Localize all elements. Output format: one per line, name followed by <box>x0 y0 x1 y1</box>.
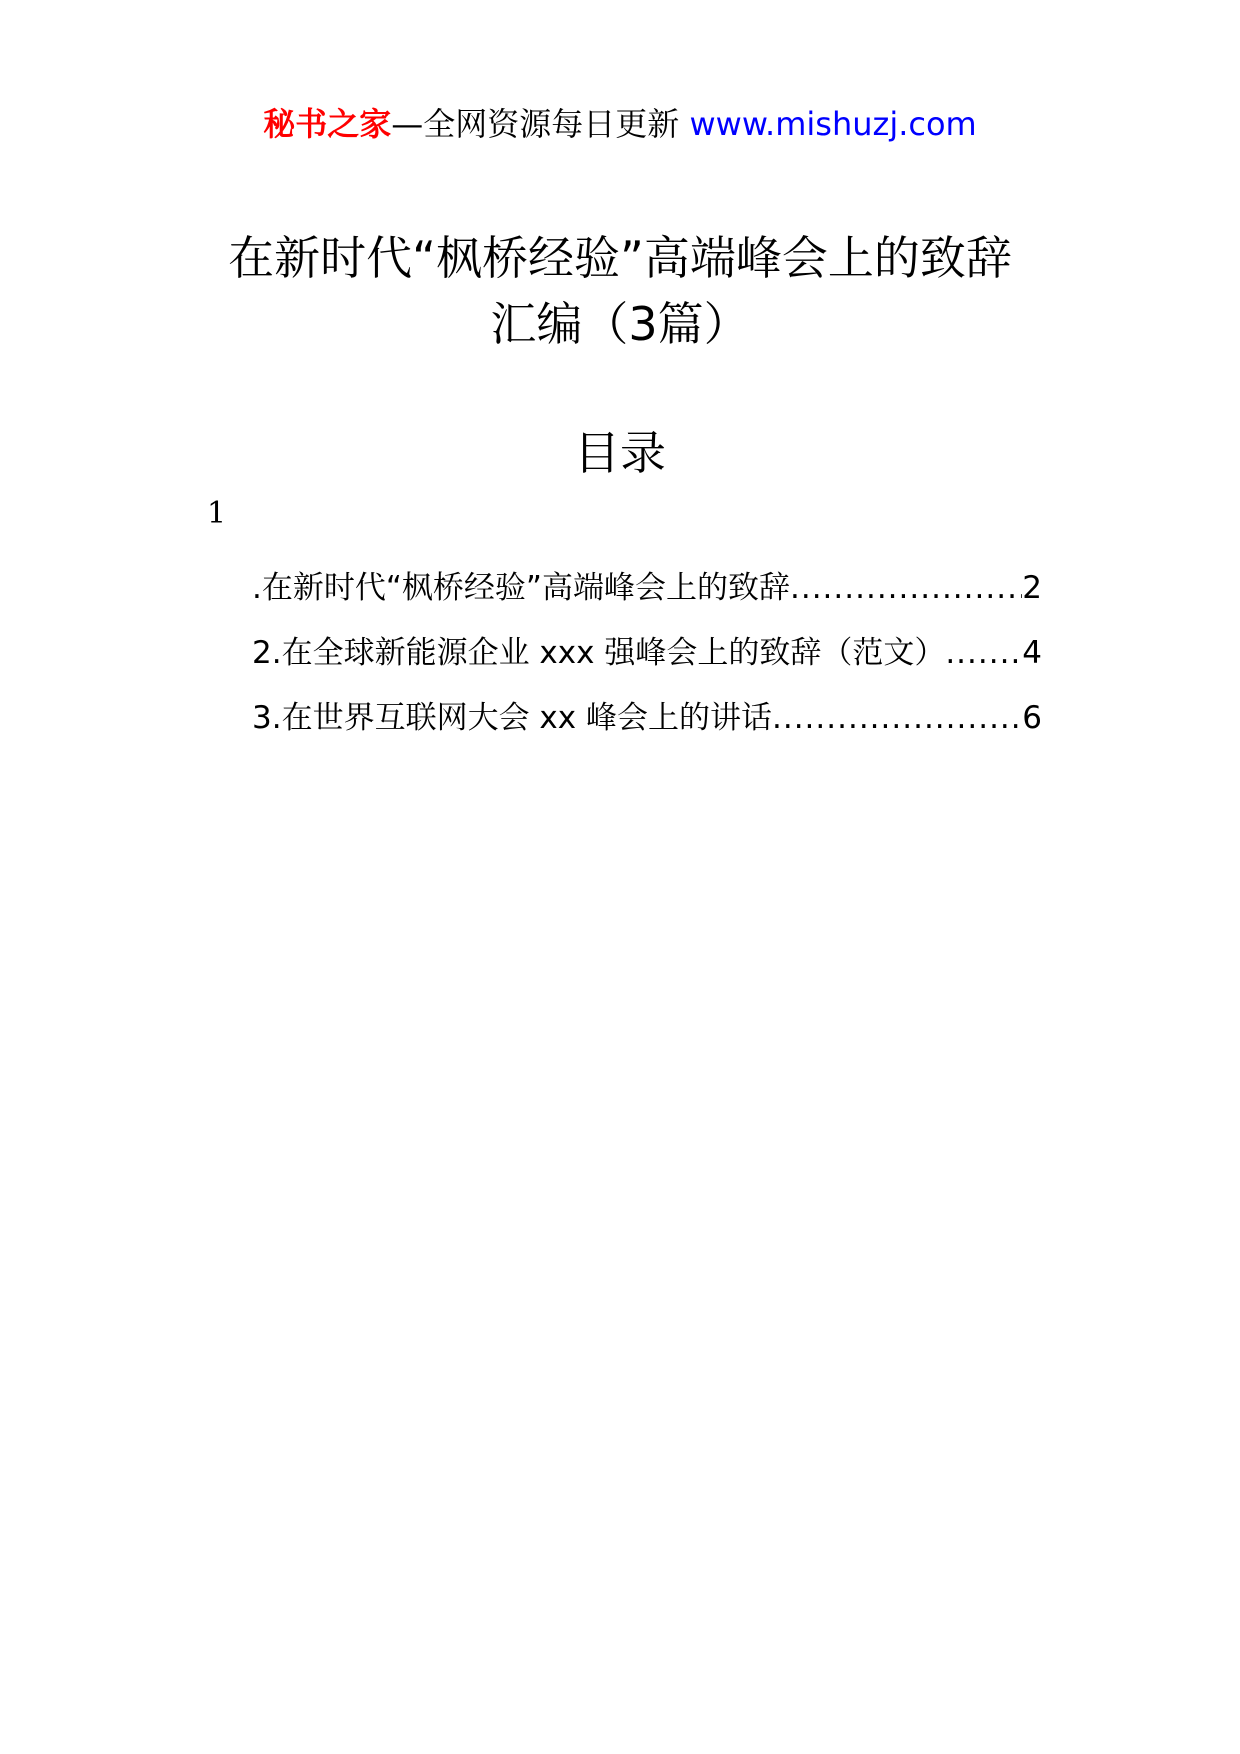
toc-entry-3[interactable] <box>252 686 1042 751</box>
site-url-link[interactable]: www.mishuzj.com <box>689 105 977 143</box>
toc-entry-title: .在新时代“枫桥经验”高端峰会上的致辞 <box>252 570 790 606</box>
toc-entry-title: 2.在全球新能源企业 xxx 强峰会上的致辞（范文） <box>252 635 946 671</box>
document-title-line-1: 在新时代“枫桥经验”高端峰会上的致辞 <box>228 231 1012 285</box>
document-title <box>0 225 1240 357</box>
toc-dot-leader <box>772 686 1022 751</box>
stray-list-number: 1 <box>207 496 227 531</box>
toc-entry-page: 4 <box>1022 635 1042 671</box>
toc-heading: 目录 <box>574 426 666 480</box>
table-of-contents <box>252 556 1042 751</box>
toc-entry-page: 2 <box>1022 570 1042 606</box>
toc-entry-title: 3.在世界互联网大会 xx 峰会上的讲话 <box>252 700 772 736</box>
toc-entry-1[interactable] <box>252 556 1042 621</box>
document-title-line-2: 汇编（3篇） <box>490 297 750 351</box>
header-banner <box>0 100 1240 148</box>
toc-entry-page: 6 <box>1022 700 1042 736</box>
tagline: —全网资源每日更新 <box>391 105 690 143</box>
toc-dot-leader <box>790 556 1022 621</box>
toc-entry-2[interactable] <box>252 621 1042 686</box>
brand-name: 秘书之家 <box>263 105 392 143</box>
toc-dot-leader <box>945 621 1022 686</box>
